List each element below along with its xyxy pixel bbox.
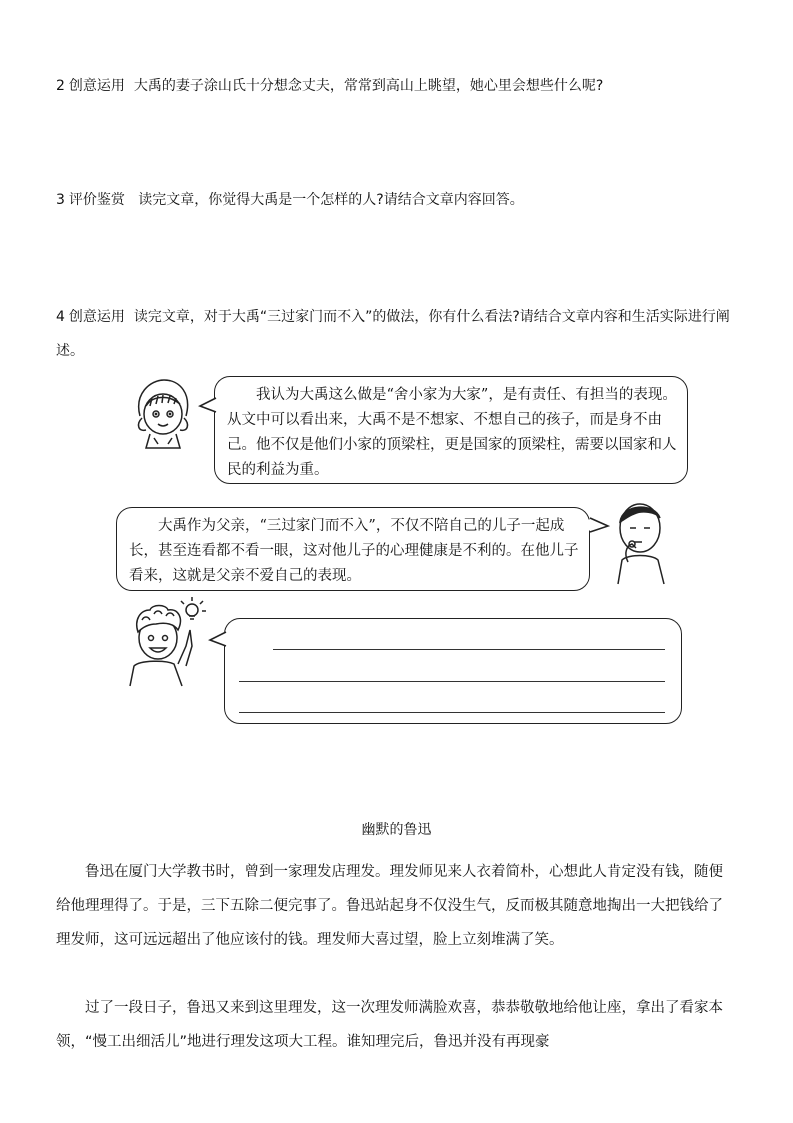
- question-type: 评价鉴赏: [68, 192, 125, 208]
- speech-bubble-girl: [214, 376, 688, 484]
- bubble-tail: [208, 630, 228, 648]
- article-paragraph: 过了一段日子，鲁迅又来到这里理发，这一次理发师满脸欢喜，恭恭敬敬地给他让座，拿出了看家本领，“慢工出细活儿”地进行理发这项大工程。谁知理完后，鲁迅并没有再现豪: [56, 1000, 723, 1050]
- answer-line[interactable]: [239, 712, 665, 713]
- question-3: [56, 190, 524, 210]
- bubble-text: 我认为大禹这么做是“舍小家为大家”，是有责任、有担当的表现。从文中可以看出来，大禹不是不想家、不想自己的孩子，而是身不由己。他不仅是他们小家的顶梁柱，更是国家的顶梁柱，需要以国家和人民的利益为重。: [227, 387, 677, 478]
- question-text: 读完文章，你觉得大禹是一个怎样的人?请结合文章内容回答。: [138, 192, 524, 208]
- question-text: 读完文章，对于大禹“三过家门而不入”的做法，你有什么看法?请结合文章内容和生活实际进行阐述。: [56, 309, 730, 359]
- answer-line[interactable]: [239, 681, 665, 682]
- question-type: 创意运用: [68, 309, 125, 325]
- idea-boy-illustration: [126, 600, 206, 686]
- question-number: 3: [56, 192, 65, 208]
- bubble-tail: [198, 396, 218, 414]
- article-paragraph: 鲁迅在厦门大学教书时，曾到一家理发店理发。理发师见来人衣着简朴，心想此人肯定没有钱，随便给他理理得了。于是，三下五除二便完事了。鲁迅站起身不仅没生气，反而极其随意地掏出一大把钱给了理发师，这可远远超出了他应该付的钱。理发师大喜过望，脸上立刻堆满了笑。: [56, 864, 723, 948]
- question-type: 创意运用: [68, 78, 125, 94]
- article-title: 幽默的鲁迅: [361, 822, 432, 838]
- question-2: [56, 76, 603, 96]
- question-text: 大禹的妻子涂山氏十分想念丈夫，常常到高山上眺望，她心里会想些什么呢?: [133, 78, 604, 94]
- speech-bubble-boy: [116, 507, 590, 591]
- answer-bubble[interactable]: [224, 618, 682, 724]
- bubble-text: 大禹作为父亲，“三过家门而不入”，不仅不陪自己的儿子一起成长，甚至连看都不看一眼，这对他儿子的心理健康是不利的。在他儿子看来，这就是父亲不爱自己的表现。: [129, 518, 579, 584]
- question-number: 2: [56, 78, 65, 94]
- girl-illustration: [128, 376, 200, 456]
- answer-line[interactable]: [273, 649, 665, 650]
- thinking-boy-illustration: [604, 498, 674, 584]
- question-number: 4: [56, 309, 65, 325]
- question-4: [56, 300, 736, 368]
